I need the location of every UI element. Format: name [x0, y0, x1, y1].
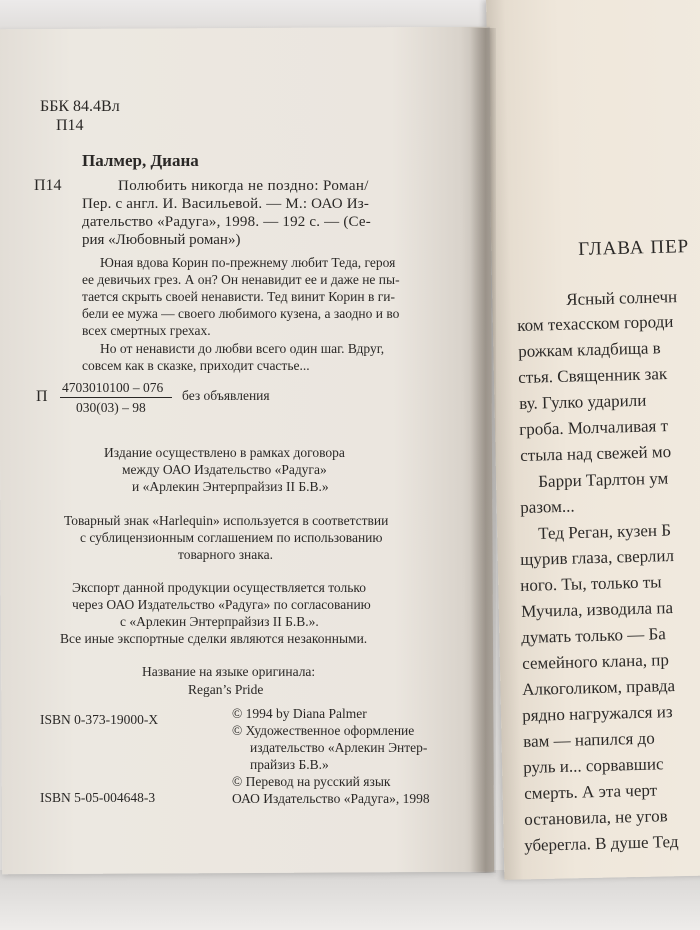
- export-line: Экспорт данной продукции осуществляется только: [72, 580, 367, 595]
- contract-line: Издание осуществлено в рамках договора: [104, 445, 345, 460]
- export-line: через ОАО Издательство «Радуга» по согласованию: [72, 597, 371, 612]
- annotation-line: совсем как в сказке, приходит счастье...: [82, 358, 310, 373]
- isbn-russian: ISBN 5-05-004648-3: [40, 790, 156, 805]
- author-name: Палмер, Диана: [82, 151, 199, 170]
- biblio-line: Пер. с англ. И. Васильевой. — М.: ОАО Из-: [82, 196, 370, 212]
- chapter-title: ГЛАВА ПЕР: [577, 236, 690, 260]
- original-title: Regan’s Pride: [188, 682, 264, 697]
- text-line: Тед Реган, кузен Б: [538, 520, 672, 543]
- text-line: стыла над свежей мо: [520, 442, 672, 465]
- original-title-label: Название на языке оригинала:: [142, 664, 316, 679]
- text-line: Алкоголиком, правда: [522, 675, 676, 699]
- index-denominator: 030(03) – 98: [76, 400, 146, 415]
- biblio-line: дательство «Радуга», 1998. — 192 с. — (Се-: [82, 214, 371, 230]
- contract-line: между ОАО Издательство «Радуга»: [122, 462, 327, 477]
- index-numerator: 4703010100 – 076: [62, 380, 164, 395]
- text-line: рядно нагружался из: [522, 702, 673, 725]
- copyright-line: прайзиз Б.В.»: [250, 757, 329, 772]
- price-note: без объявления: [182, 388, 270, 403]
- copyright-line: издательство «Арлекин Энтер-: [250, 740, 428, 755]
- text-line: Барри Тарлтон ум: [538, 468, 669, 491]
- annotation-line: Но от ненависти до любви всего один шаг. Вдруг,: [100, 341, 385, 356]
- text-line: ком техасском городи: [517, 311, 674, 335]
- copyright-line: © Перевод на русский язык: [232, 774, 391, 789]
- bbk-code: ББК 84.4Вл: [40, 98, 120, 115]
- copyright-line: © 1994 by Diana Palmer: [232, 706, 367, 721]
- text-line: гроба. Молчаливая т: [519, 416, 669, 439]
- annotation-line: Юная вдова Корин по-прежнему любит Теда, героя: [100, 255, 396, 270]
- text-line: думать только — Ба: [521, 624, 666, 647]
- text-line: руль и... сорвавшис: [523, 754, 664, 777]
- text-line: разом...: [520, 496, 575, 517]
- text-line: стья. Священник зак: [518, 364, 668, 387]
- copyright-line: ОАО Издательство «Радуга», 1998: [232, 791, 430, 806]
- text-line: семейного клана, пр: [522, 650, 670, 673]
- annotation-line: тается скрыть своей ненависти. Тед винит Корин в ги-: [82, 289, 395, 304]
- text-line: вам — напился до: [523, 728, 655, 751]
- text-line: ного. Ты, только ты: [520, 572, 662, 595]
- trademark-line: с сублицензионным соглашением по использованию: [80, 530, 383, 545]
- export-line: с «Арлекин Энтерпрайзиз II Б.В.».: [120, 614, 319, 629]
- trademark-line: Товарный знак «Harlequin» используется в соответствии: [64, 513, 389, 528]
- text-line: рожкам кладбища в: [518, 338, 661, 361]
- text-line: уберегла. В душе Тед: [524, 831, 679, 855]
- text-line: остановила, не угов: [524, 806, 668, 829]
- index-letter: П: [36, 388, 48, 405]
- author-code: П14: [56, 117, 84, 134]
- export-line: Все иные экспортные сделки являются незаконными.: [60, 631, 368, 646]
- biblio-line: рия «Любовный роман»): [82, 232, 241, 248]
- annotation-line: ее девичьих грез. А он? Он ненавидит ее и даже не пы-: [82, 272, 400, 287]
- text-line: Ясный солнечн: [566, 287, 678, 309]
- author-code-2: П14: [34, 177, 62, 194]
- isbn-english: ISBN 0-373-19000-X: [40, 712, 159, 727]
- text-line: ву. Гулко ударили: [519, 390, 647, 413]
- contract-line: и «Арлекин Энтерпрайзиз II Б.В.»: [132, 479, 329, 494]
- biblio-line: Полюбить никогда не поздно: Роман/: [118, 178, 369, 194]
- copyright-line: © Художественное оформление: [232, 723, 415, 738]
- text-line: смерть. А эта черт: [524, 780, 658, 803]
- text-line: Мучила, изводила па: [521, 598, 674, 621]
- text-line: щурив глаза, сверлил: [520, 545, 675, 569]
- trademark-line: товарного знака.: [178, 547, 273, 562]
- annotation-line: всех смертных грехах.: [82, 323, 211, 338]
- annotation-line: бели ее мужа — своего любимого кузена, а заодно и во: [82, 306, 400, 321]
